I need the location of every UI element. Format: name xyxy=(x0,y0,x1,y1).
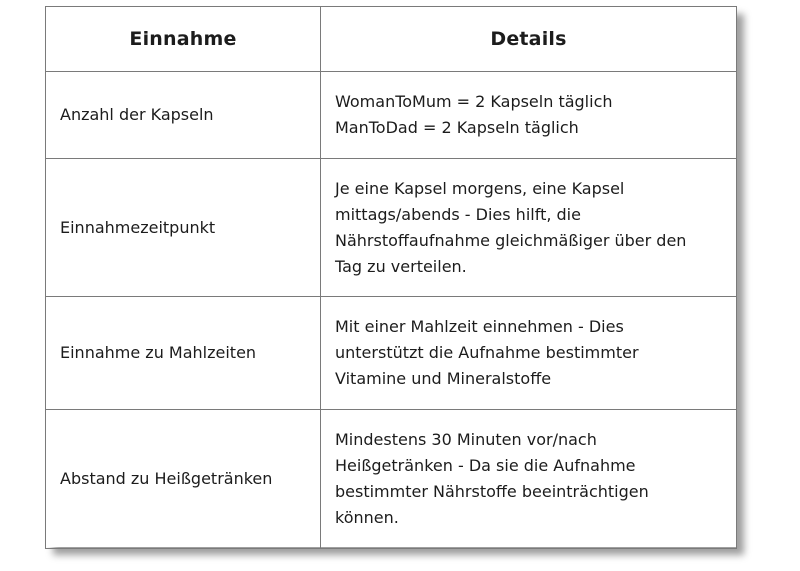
details-line: bestimmter Nährstoffe beeinträchtigen xyxy=(335,482,649,501)
table-row xyxy=(46,410,737,549)
details-line: unterstützt die Aufnahme bestimmter xyxy=(335,343,639,362)
table-header-row xyxy=(46,7,737,72)
table-row xyxy=(46,159,737,297)
table-row xyxy=(46,297,737,410)
row-details xyxy=(321,72,737,159)
details-line: Heißgetränken - Da sie die Aufnahme xyxy=(335,456,636,475)
details-line: Vitamine und Mineralstoffe xyxy=(335,369,552,388)
details-line: ManToDad = 2 Kapseln täglich xyxy=(335,118,579,137)
row-label: Einnahmezeitpunkt xyxy=(46,159,321,297)
row-details xyxy=(321,297,737,410)
details-line: Tag zu verteilen. xyxy=(335,256,467,276)
details-line: können. xyxy=(335,508,399,527)
row-details xyxy=(321,159,737,297)
details-line: Mindestens 30 Minuten vor/nach xyxy=(335,430,597,449)
row-details xyxy=(321,410,737,549)
intake-table xyxy=(45,6,737,549)
row-label: Einnahme zu Mahlzeiten xyxy=(46,297,321,410)
details-line: Je eine Kapsel morgens, eine Kapsel xyxy=(335,178,625,198)
details-line: Mit einer Mahlzeit einnehmen - Dies xyxy=(335,317,624,336)
details-line: WomanToMum = 2 Kapseln täglich xyxy=(335,92,613,111)
intake-table-card xyxy=(45,6,736,547)
details-line: mittags/abends - Dies hilft, die xyxy=(335,204,581,224)
row-label: Anzahl der Kapseln xyxy=(46,72,321,159)
column-header-details: Details xyxy=(321,7,737,72)
table-row xyxy=(46,72,737,159)
row-label: Abstand zu Heißgetränken xyxy=(46,410,321,549)
details-line: Nährstoffaufnahme gleichmäßiger über den xyxy=(335,230,687,250)
column-header-einnahme: Einnahme xyxy=(46,7,321,72)
